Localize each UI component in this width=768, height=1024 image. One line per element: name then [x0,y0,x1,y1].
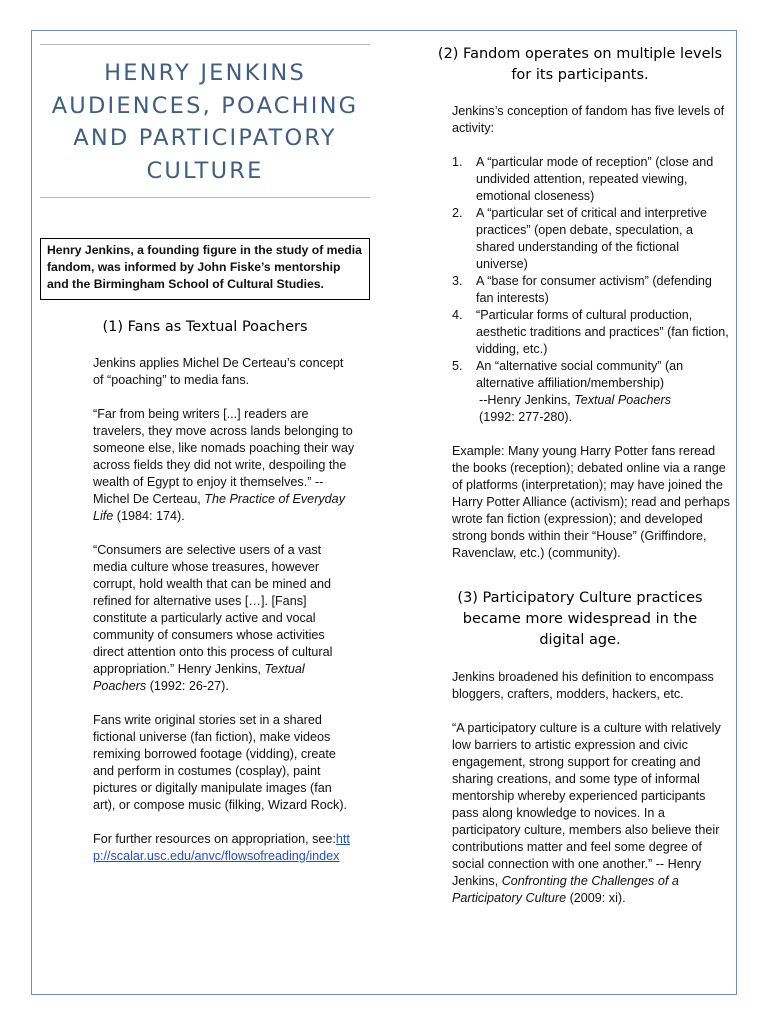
heading-line: for its participants. [511,67,649,83]
list-number: 4. [452,308,463,322]
quote-text: “A participatory culture is a culture with relatively low barriers to artistic expression and civic engagement, strong support for creating and sharing creations, and some type of informal mentorship whereby experienced participants pass along knowledge to novices. In a participatory culture, members also believe their contributions matter and feel some degree of social connection with one another.” -- Henry Jenkins, [452,721,721,888]
list-number: 1. [452,155,463,169]
levels-attribution [452,392,730,426]
list-text: A “particular set of critical and interpretive practices” (open debate, speculation, a shared understanding of the fictional universe) [476,206,707,271]
list-item [452,273,730,307]
list-text: A “base for consumer activism” (defending fan interests) [476,274,712,305]
right-column [430,44,730,907]
list-text: “Particular forms of cultural production, aesthetic traditions and practices” (fan fiction, vidding, etc.) [476,308,729,356]
quote-text: “Far from being writers [...] readers are travelers, they move across lands belonging to someone else, like nomads poaching their way across fields they did not write, despoiling the wealth of Egypt to enjoy it themselves.” -- Michel De Certeau, [93,407,355,506]
quote-work: The Practice of Everyday Life [93,492,345,523]
title-line: CULTURE [146,157,264,184]
heading-line: (2) Fandom operates on multiple levels [437,46,723,62]
resources-link[interactable]: http://scalar.usc.edu/anvc/flowsofreading/index [93,832,350,863]
levels-list [452,154,730,392]
section3-intro: Jenkins broadened his definition to encompass bloggers, crafters, modders, hackers, etc. [452,670,714,701]
section1-body [40,355,355,865]
heading-line: digital age. [539,632,621,648]
list-text: An “alternative social community” (an alternative affiliation/membership) [476,359,684,390]
participatory-quote [452,720,730,907]
list-number: 2. [452,206,463,220]
title-rule-bottom [40,197,370,198]
quote-work: Confronting the Challenges of a Participatory Culture [452,874,679,905]
summary-box: Henry Jenkins, a founding figure in the study of media fandom, was informed by John Fiske’s mentorship and the Birmingham School of Cultural Studies. [40,238,370,300]
fan-activities: Fans write original stories set in a shared fictional universe (fan fiction), make videos remixing borrowed footage (vidding), create and perform in costumes (cosplay), paint pictures or digitally manipulate images (fan art), or compose music (filking, Wizard Rock). [93,713,348,812]
section3-body [430,669,730,907]
section1-intro: Jenkins applies Michel De Certeau’s concept of “poaching” to media fans. [93,356,344,387]
list-item [452,307,730,358]
resources-label: For further resources on appropriation, see: [93,832,336,846]
list-item [452,358,730,392]
quote-cite: (1984: 174). [113,509,185,523]
quote-text: “Consumers are selective users of a vast media culture whose treasures, however corrupt, hold wealth that can be mined and refined for alternative uses […]. [Fans] constitute a particularly active and vocal community of consumers whose activities direct attention onto this process of cultural appropriation.” Henry Jenkins, [93,543,333,676]
harry-potter-example: Example: Many young Harry Potter fans reread the books (reception); debated online via a range of platforms (interpretation); may have joined the Harry Potter Alliance (activism); read and perhaps wrote fan fiction (expression); and developed strong bonds within their “House” (Griffindore, Ravenclaw, etc.) (community). [452,444,730,560]
section2-intro: Jenkins’s conception of fandom has five levels of activity: [452,104,725,135]
jenkins-quote [93,542,355,695]
main-title [40,57,370,187]
left-column [40,44,370,865]
title-line: AUDIENCES, POACHING [51,92,359,119]
title-rule-top [40,44,370,45]
section2-heading [430,44,730,86]
title-line: AND PARTICIPATORY [73,125,337,151]
section1-heading: (1) Fans as Textual Poachers [102,319,308,335]
quote-cite: (2009: xi). [566,891,626,905]
title-line: HENRY JENKINS [104,60,306,86]
decerteau-quote [93,406,355,525]
section3-heading [430,588,730,651]
list-text: A “particular mode of reception” (close and undivided attention, repeated viewing, emotional closeness) [476,155,714,203]
quote-cite: (1992: 26-27). [146,679,229,693]
attribution-cite: (1992: 277-280). [479,410,573,424]
list-item [452,154,730,205]
list-number: 3. [452,274,463,288]
resources-note [93,831,355,865]
attribution-prefix: --Henry Jenkins, [479,393,575,407]
list-number: 5. [452,359,463,373]
list-item [452,205,730,273]
heading-line: became more widespread in the [462,611,698,627]
section2-body [430,103,730,562]
attribution-work: Textual Poachers [574,393,672,407]
quote-work: Textual Poachers [93,662,305,693]
heading-line: (3) Participatory Culture practices [457,590,703,606]
